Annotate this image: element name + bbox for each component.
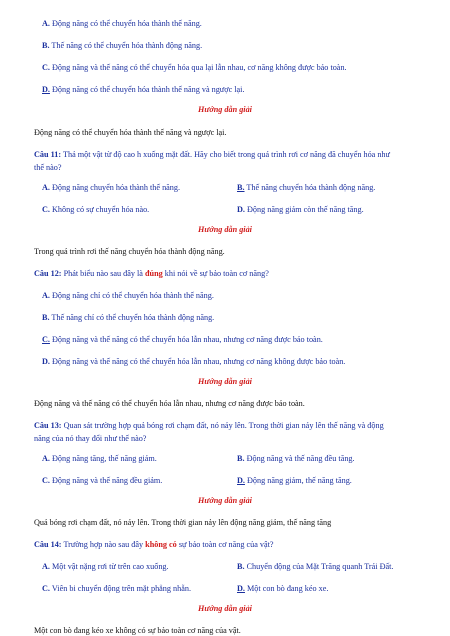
q13-stem-2: năng của nó thay đổi như thế nào? xyxy=(34,434,147,443)
q11-option-a: A. Động năng chuyển hóa thành thế năng. xyxy=(42,183,181,192)
q13-option-c: C. Động năng và thế năng đều giảm. xyxy=(42,476,163,485)
intro-option-a: A. Động năng có thể chuyển hóa thành thế năng. xyxy=(42,19,202,28)
q11-stem: Câu 11: Thả một vật từ độ cao h xuống mặt đất. Hãy cho biết trong quá trình rơi cơ năng đã chuyển hóa như xyxy=(34,150,390,159)
q14-option-a: A. Một vật nặng rơi từ trên cao xuống. xyxy=(42,562,169,571)
q13-option-a: A. Động năng tăng, thế năng giảm. xyxy=(42,454,157,463)
q11-option-d: D. Động năng giảm còn thế năng tăng. xyxy=(237,205,364,214)
q11-option-c: C. Không có sự chuyển hóa nào. xyxy=(42,205,150,214)
q12-guide-heading: Hướng dẫn giải xyxy=(198,377,252,386)
q12-stem: Câu 12: Phát biểu nào sau đây là đúng khi nói về sự bảo toàn cơ năng? xyxy=(34,269,269,278)
q12-option-d: D. Động năng và thế năng có thể chuyển hóa lẫn nhau, nhưng cơ năng không được bảo toàn. xyxy=(42,357,346,366)
q13-answer: Quả bóng rơi chạm đất, nó nảy lên. Trong thời gian nảy lên động năng giảm, thế năng tăng xyxy=(34,518,332,527)
q11-option-b: B. Thế năng chuyển hóa thành động năng. xyxy=(237,183,376,192)
intro-option-b: B. Thế năng có thể chuyển hóa thành động năng. xyxy=(42,41,203,50)
q14-option-c: C. Viên bi chuyển động trên mặt phẳng nhẵn. xyxy=(42,584,191,593)
q14-option-b: B. Chuyển động của Mặt Trăng quanh Trái Đất. xyxy=(237,562,394,571)
guide-heading: Hướng dẫn giải xyxy=(198,105,252,114)
q14-guide-heading: Hướng dẫn giải xyxy=(198,604,252,613)
q13-guide-heading: Hướng dẫn giải xyxy=(198,496,252,505)
q14-answer: Một con bò đang kéo xe không có sự bảo toàn cơ năng của vật. xyxy=(34,626,241,635)
intro-answer: Động năng có thể chuyển hóa thành thế năng và ngược lại. xyxy=(34,128,227,137)
q11-guide-heading: Hướng dẫn giải xyxy=(198,225,252,234)
q13-stem: Câu 13: Quan sát trường hợp quả bóng rơi chạm đất, nó nảy lên. Trong thời gian nảy lên thế năng và động xyxy=(34,421,384,430)
q12-answer: Động năng và thế năng có thể chuyển hóa lẫn nhau, nhưng cơ năng được bảo toàn. xyxy=(34,399,305,408)
intro-option-d: D. Động năng có thể chuyển hóa thành thế năng và ngược lại. xyxy=(42,85,245,94)
q12-option-a: A. Động năng chỉ có thể chuyển hóa thành thế năng. xyxy=(42,291,214,300)
q11-answer: Trong quá trình rơi thế năng chuyển hóa thành động năng. xyxy=(34,247,225,256)
q14-option-d: D. Một con bò đang kéo xe. xyxy=(237,584,329,593)
q12-option-c: C. Động năng và thế năng có thể chuyển hóa lẫn nhau, nhưng cơ năng được bảo toàn. xyxy=(42,335,323,344)
q13-option-b: B. Động năng và thế năng đều tăng. xyxy=(237,454,355,463)
intro-option-c: C. Động năng và thế năng có thể chuyển hóa qua lại lẫn nhau, cơ năng không được bảo toàn. xyxy=(42,63,347,72)
q13-option-d: D. Động năng giảm, thế năng tăng. xyxy=(237,476,352,485)
q14-stem: Câu 14: Trường hợp nào sau đây không có sự bảo toàn cơ năng của vật? xyxy=(34,540,274,549)
q11-stem-2: thế nào? xyxy=(34,163,62,172)
q12-option-b: B. Thế năng chỉ có thể chuyển hóa thành động năng. xyxy=(42,313,215,322)
